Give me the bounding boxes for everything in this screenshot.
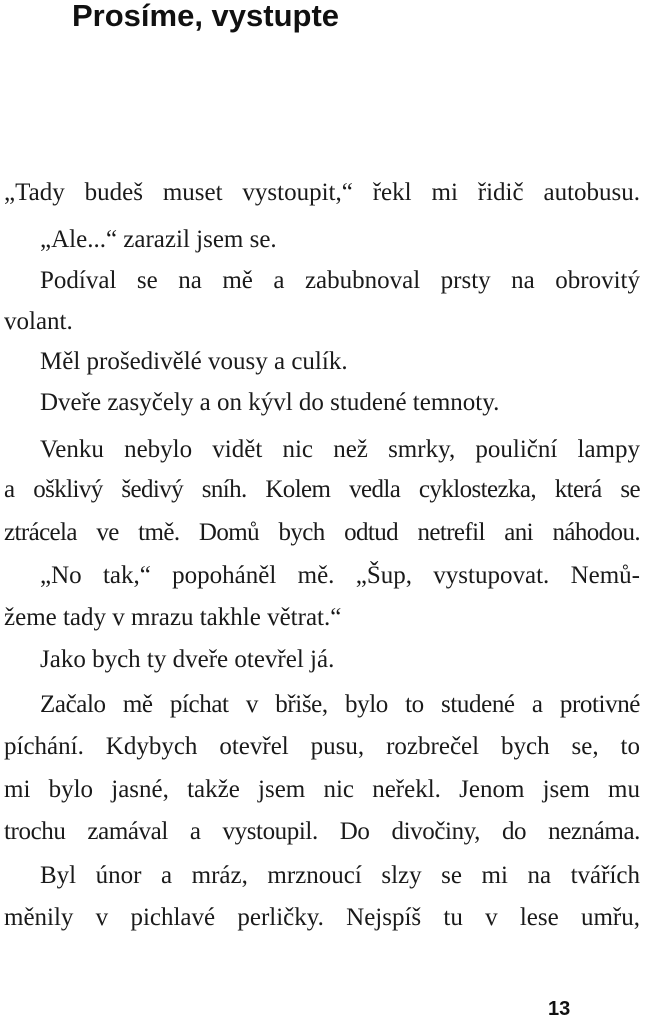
text-line: „Tady budeš muset vystoupit,“ řekl mi řidič autobusu.	[4, 179, 640, 206]
text-line: „Ale...“ zarazil jsem se.	[40, 226, 277, 253]
text-line: „No tak,“ popoháněl mě. „Šup, vystupovat. Nemů-	[40, 562, 640, 589]
text-line: Venku nebylo vidět nic než smrky, pouliční lampy	[40, 436, 640, 463]
text-line: Měl prošedivělé vousy a culík.	[40, 348, 348, 375]
text-line: volant.	[4, 308, 73, 335]
text-line: Začalo mě píchat v břiše, bylo to studené a protivné	[40, 691, 640, 718]
text-line: žeme tady v mrazu takhle větrat.“	[4, 604, 342, 631]
text-line: ztrácela ve tmě. Domů bych odtud netrefil ani náhodou.	[4, 519, 640, 546]
text-line: Jako bych ty dveře otevřel já.	[40, 646, 335, 673]
text-line: Dveře zasyčely a on kývl do studené temnoty.	[40, 389, 500, 416]
page-number: 13	[548, 998, 571, 1020]
text-line: a ošklivý šedivý sníh. Kolem vedla cyklostezka, která se	[4, 476, 640, 503]
text-line: trochu zamával a vystoupil. Do divočiny, do neznáma.	[4, 818, 640, 845]
text-line: Byl únor a mráz, mrznoucí slzy se mi na tvářích	[40, 862, 640, 889]
text-line: měnily v pichlavé perličky. Nejspíš tu v lese umřu,	[4, 904, 640, 931]
text-line: píchání. Kdybych otevřel pusu, rozbrečel bych se, to	[4, 733, 640, 760]
text-line: Podíval se na mě a zabubnoval prsty na obrovitý	[40, 267, 640, 294]
text-line: mi bylo jasné, takže jsem nic neřekl. Jenom jsem mu	[4, 776, 640, 803]
chapter-title: Prosíme, vystupte	[72, 0, 340, 33]
